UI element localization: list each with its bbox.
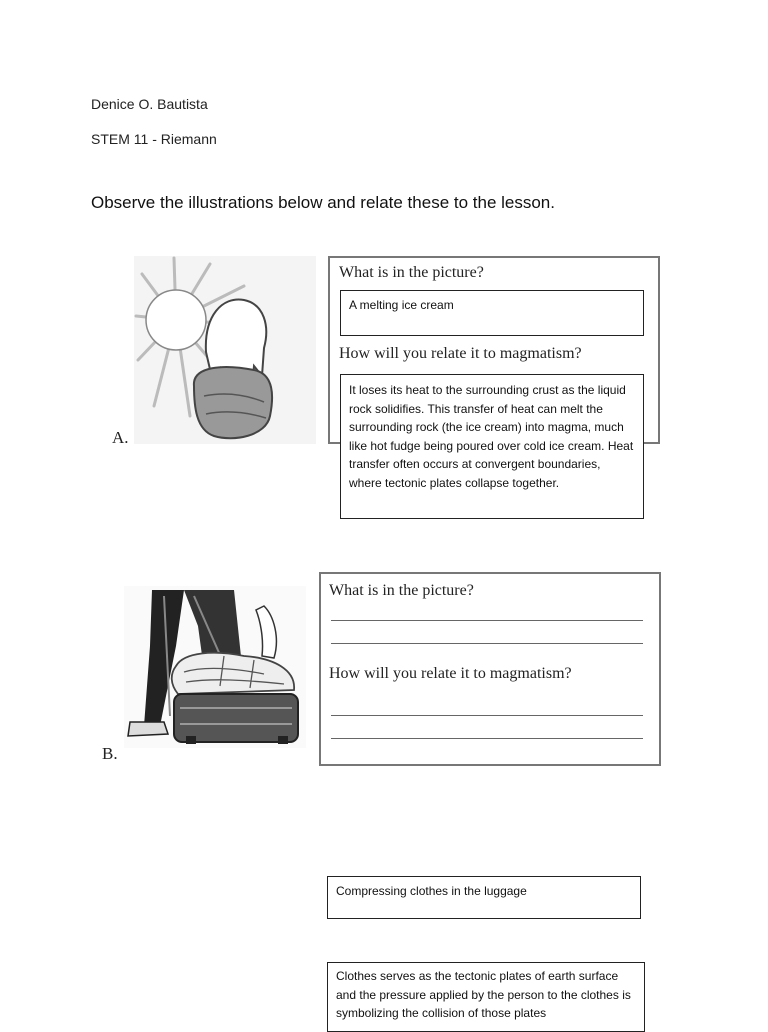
item-b-answer-line-2 — [331, 643, 643, 644]
item-b-answer-line-4 — [331, 738, 643, 739]
item-b-letter: B. — [102, 744, 118, 763]
luggage-compressing-illustration — [124, 586, 306, 748]
item-b-answer-line-3 — [331, 715, 643, 716]
item-a-question-2: How will you relate it to magmatism? — [339, 345, 582, 362]
melting-ice-cream-illustration — [134, 256, 316, 444]
item-b-answer-line-1 — [331, 620, 643, 621]
item-a-answer-1: A melting ice cream — [340, 290, 644, 336]
item-b-answer-1: Compressing clothes in the luggage — [327, 876, 641, 919]
item-a-letter: A. — [112, 428, 129, 447]
item-a-answer-2: It loses its heat to the surrounding crust as the liquid rock solidifies. This transfer of heat can melt the surrounding rock (the ice cream) into magma, much like hot fudge being poured over cold ice cream. Heat transfer often occurs at convergent boundaries, where tectonic plates collapse together. — [340, 374, 644, 519]
item-b-answer-2: Clothes serves as the tectonic plates of earth surface and the pressure applied by the person to the clothes is symbolizing the collision of those plates — [327, 962, 645, 1032]
item-b-question-2: How will you relate it to magmatism? — [329, 665, 572, 682]
instruction-text: Observe the illustrations below and relate these to the lesson. — [91, 193, 555, 212]
student-section: STEM 11 - Riemann — [91, 131, 217, 147]
item-b-question-1: What is in the picture? — [329, 582, 474, 599]
student-name: Denice O. Bautista — [91, 96, 208, 112]
item-a-question-1: What is in the picture? — [339, 264, 484, 281]
